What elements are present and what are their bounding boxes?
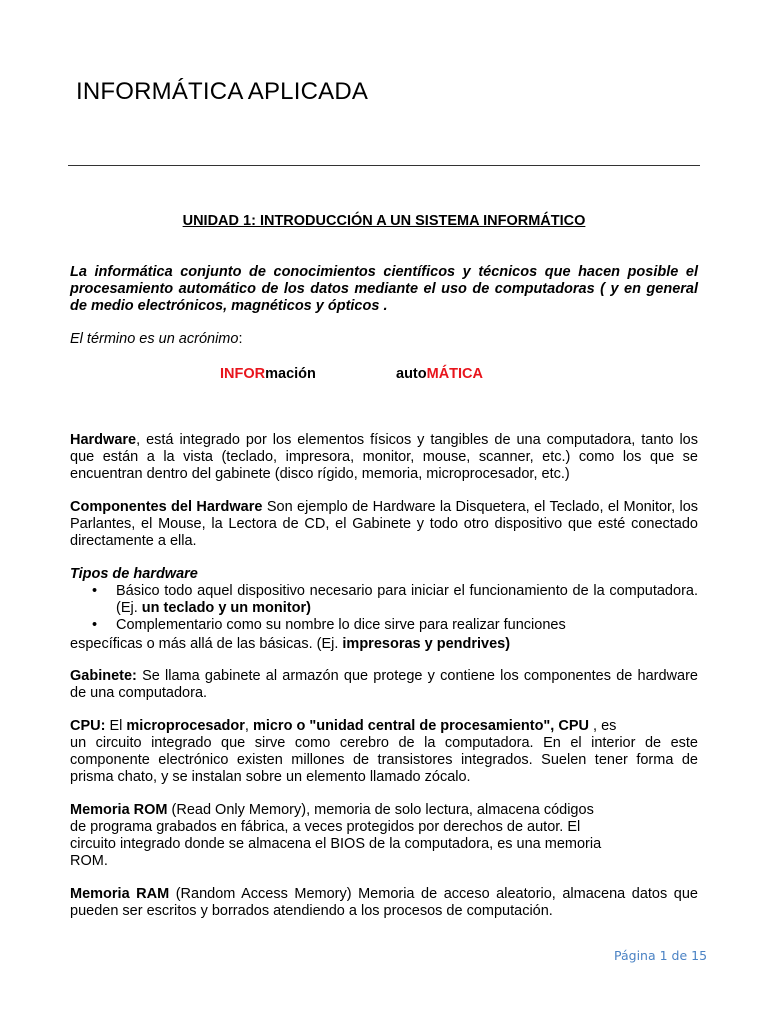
gabinete-paragraph (70, 668, 698, 702)
rom-line-1 (70, 802, 698, 819)
title-divider (68, 165, 700, 166)
acronym-matica-highlight: MÁTICA (426, 366, 483, 382)
rom-line1-text: (Read Only Memory), memoria de solo lectura, almacena códigos (167, 802, 594, 818)
bullet-icon: • (92, 583, 98, 599)
acronym-auto: auto (396, 366, 427, 382)
page-number: Página 1 de 15 (614, 948, 708, 963)
tipos-list (70, 583, 698, 634)
acronym-lead (70, 331, 698, 348)
rom-paragraph (70, 802, 698, 870)
rom-term: Memoria ROM (70, 802, 168, 818)
tipos-item2-bold: impresoras y pendrives) (342, 636, 511, 652)
ram-paragraph (70, 886, 698, 920)
ram-text: (Random Access Memory) Memoria de acceso aleatorio, almacena datos que pueden ser escritos y borrados atendiendo a los procesos de computación. (70, 886, 698, 919)
hardware-term: Hardware (70, 432, 137, 448)
tipos-item2-continuation (70, 636, 510, 653)
acronym-automatica (396, 366, 483, 382)
cpu-first-line (70, 718, 698, 735)
tipos-item2-cont: específicas o más allá de las básicas. (Ej. (70, 636, 343, 652)
list-item (70, 583, 698, 617)
unit-heading: UNIDAD 1: INTRODUCCIÓN A UN SISTEMA INFORMÁTICO (182, 213, 586, 229)
componentes-paragraph (70, 499, 698, 550)
tipos-item1-bold: un teclado y un monitor) (141, 600, 311, 616)
tipos-heading: Tipos de hardware (70, 566, 198, 582)
acronym-lead-colon: : (238, 331, 243, 347)
tipos-item2-text: Complementario como su nombre lo dice sirve para realizar funciones (116, 617, 566, 633)
acronym-infor-highlight: INFOR (220, 366, 266, 382)
tipos-item1-text: Básico todo aquel dispositivo necesario para iniciar el funcionamiento de la computadora. (Ej. (116, 583, 698, 616)
rom-line-2: de programa grabados en fábrica, a veces protegidos por derechos de autor. El (70, 819, 581, 835)
gabinete-term: Gabinete: (70, 668, 137, 684)
acronym-macion: mación (265, 366, 316, 382)
list-item (70, 617, 698, 634)
cpu-b1: microprocesador (126, 718, 245, 734)
cpu-text: un circuito integrado que sirve como cerebro de la computadora. En el interior de este componente electrónico existen millones de transistores integrados. Suelen tener forma de prisma chato, y se instalan sobre un elemento llamado zócalo. (70, 735, 698, 785)
acronym-informacion (220, 366, 316, 382)
cpu-t3: , es (588, 718, 617, 734)
componentes-text: Son ejemplo de Hardware la Disquetera, el Teclado, el Monitor, los Parlantes, el Mouse, la Lectora de CD, el Gabinete y todo otro dispositivo que esté conectado directamente a ella. (70, 499, 699, 549)
rom-line-4: ROM. (70, 853, 108, 869)
intro-paragraph: La informática conjunto de conocimientos científicos y técnicos que hacen posible el procesamiento automático de los datos mediante el uso de computadoras ( y en general de medio electrónicos, magnéticos y ópticos . (70, 264, 698, 314)
rom-line-3: circuito integrado donde se almacena el BIOS de la computadora, es una memoria (70, 836, 602, 852)
cpu-b2: micro o "unidad central de procesamiento", CPU (252, 718, 589, 734)
cpu-t1: El (105, 718, 127, 734)
document-title: INFORMÁTICA APLICADA (76, 78, 369, 105)
hardware-paragraph (70, 432, 698, 483)
cpu-t2: , (244, 718, 253, 734)
cpu-paragraph (70, 718, 698, 786)
gabinete-text: Se llama gabinete al armazón que protege y contiene los componentes de hardware de una computadora. (70, 668, 698, 701)
hardware-text: , está integrado por los elementos físicos y tangibles de una computadora, tanto los que están a la vista (teclado, impresora, monitor, mouse, scanner, etc.) como los que se encuentran dentro del gabinete (disco rígido, memoria, microprocesador, etc.) (70, 432, 698, 482)
bullet-icon: • (92, 617, 98, 633)
ram-term: Memoria RAM (70, 886, 170, 902)
acronym-lead-text: El término es un acrónimo (70, 331, 239, 347)
componentes-term: Componentes del Hardware (70, 499, 263, 515)
cpu-term: CPU: (70, 718, 106, 734)
